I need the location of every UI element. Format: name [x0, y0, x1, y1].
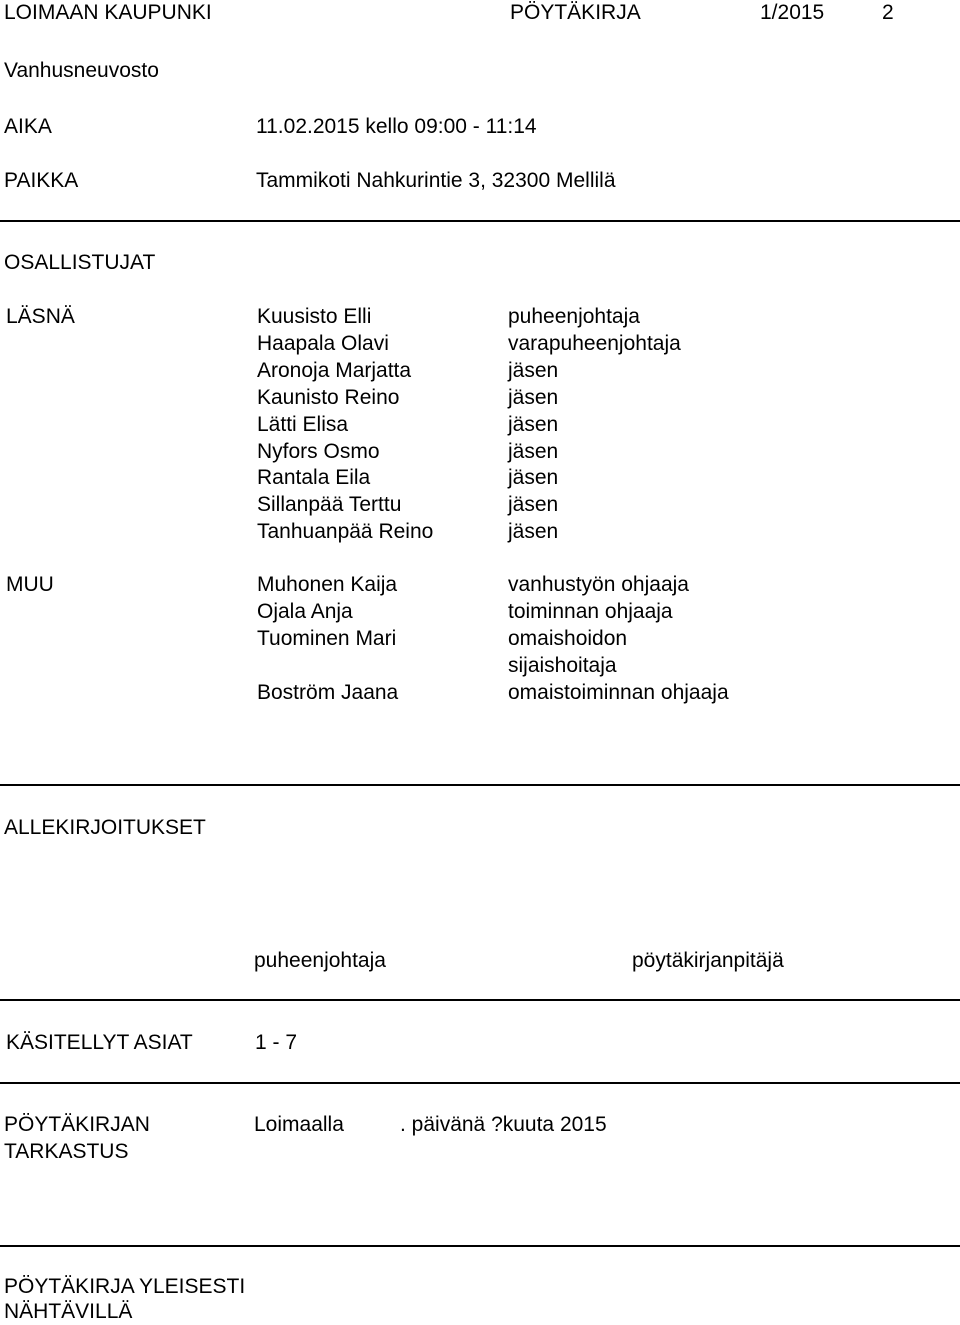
divider	[0, 1245, 960, 1247]
divider	[0, 1082, 960, 1084]
review-place: Loimaalla	[254, 1113, 344, 1136]
participant-role: jäsen	[508, 440, 559, 463]
participant-name: Nyfors Osmo	[257, 440, 380, 463]
place-value: Tammikoti Nahkurintie 3, 32300 Mellilä	[256, 169, 616, 192]
participant-name: Aronoja Marjatta	[257, 359, 412, 382]
org-name: LOIMAAN KAUPUNKI	[4, 1, 212, 24]
participant-role: vanhustyön ohjaaja	[508, 573, 689, 596]
body-name: Vanhusneuvosto	[4, 59, 159, 82]
matters-label: KÄSITELLYT ASIAT	[6, 1031, 193, 1054]
participant-name: Lätti Elisa	[257, 413, 349, 436]
secretary-signature-label: pöytäkirjanpitäjä	[632, 949, 784, 972]
place-label: PAIKKA	[4, 169, 79, 192]
participant-name: Kuusisto Elli	[257, 305, 372, 328]
participant-role: puheenjohtaja	[508, 305, 640, 328]
participant-name: Kaunisto Reino	[257, 386, 400, 409]
participant-role: jäsen	[508, 520, 559, 543]
participant-role: jäsen	[508, 413, 559, 436]
review-label: PÖYTÄKIRJAN	[4, 1113, 150, 1136]
participant-role: sijaishoitaja	[508, 654, 617, 677]
participant-name: Tanhuanpää Reino	[257, 520, 434, 543]
participant-role: omaistoiminnan ohjaaja	[508, 681, 729, 704]
participant-role: jäsen	[508, 493, 559, 516]
participant-role: omaishoidon	[508, 627, 628, 650]
participant-role: toiminnan ohjaaja	[508, 600, 673, 623]
participant-name: Boström Jaana	[257, 681, 399, 704]
participant-name: Tuominen Mari	[257, 627, 397, 650]
participant-name: Rantala Eila	[257, 466, 371, 489]
participant-name: Haapala Olavi	[257, 332, 389, 355]
matters-value: 1 - 7	[255, 1031, 298, 1054]
time-value: 11.02.2015 kello 09:00 - 11:14	[256, 115, 537, 138]
signatures-heading: ALLEKIRJOITUKSET	[4, 816, 206, 839]
participant-name: Sillanpää Terttu	[257, 493, 402, 516]
participants-heading: OSALLISTUJAT	[4, 251, 156, 274]
review-date: . päivänä ?kuuta 2015	[400, 1113, 607, 1136]
page-number: 2	[882, 1, 894, 24]
participant-role: jäsen	[508, 386, 559, 409]
public-label: PÖYTÄKIRJA YLEISESTI	[4, 1275, 246, 1298]
present-label: LÄSNÄ	[6, 305, 75, 328]
review-label-line2: TARKASTUS	[4, 1140, 129, 1163]
document-number: 1/2015	[760, 1, 825, 24]
chair-signature-label: puheenjohtaja	[254, 949, 386, 972]
participant-name: Ojala Anja	[257, 600, 353, 623]
public-label-line2: NÄHTÄVILLÄ	[4, 1300, 133, 1323]
time-label: AIKA	[4, 115, 52, 138]
participant-role: jäsen	[508, 359, 559, 382]
participant-role: jäsen	[508, 466, 559, 489]
divider	[0, 784, 960, 786]
divider	[0, 999, 960, 1001]
divider	[0, 220, 960, 222]
other-label: MUU	[6, 573, 54, 596]
participant-role: varapuheenjohtaja	[508, 332, 681, 355]
participant-name: Muhonen Kaija	[257, 573, 398, 596]
document-type: PÖYTÄKIRJA	[510, 1, 641, 24]
